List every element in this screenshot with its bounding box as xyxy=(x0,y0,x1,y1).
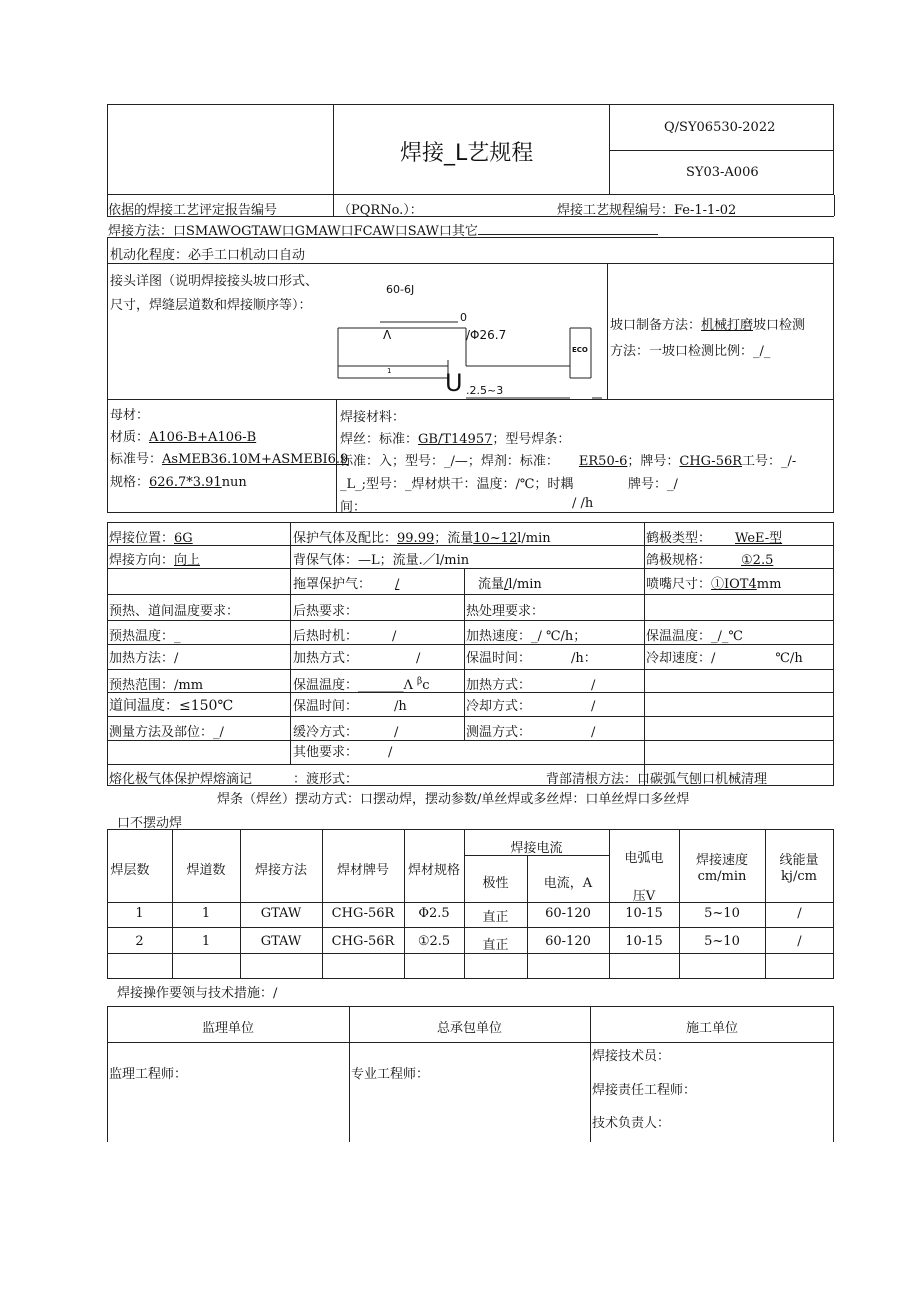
joint-label-1: 接头详图（说明焊接接头坡口形式、 xyxy=(110,274,319,289)
pqr-number: （PQRNo.）： xyxy=(338,203,423,218)
weld-brand: 牌号：_/ xyxy=(628,477,678,492)
th-pass: 焊道数 xyxy=(186,863,226,878)
preheat-range: 预热范围：/mm xyxy=(109,678,204,693)
welding-technician: 焊接技术员： xyxy=(592,1049,671,1064)
preheat-temp: 预热温度：_ xyxy=(109,629,181,644)
holding-temp: 保温温度：_/_℃ xyxy=(646,629,743,644)
slow-cooling: 缓冷方式： / xyxy=(293,725,399,740)
th-amp: 电流，A xyxy=(543,876,593,891)
postheat-timing: 后热时机： / xyxy=(293,629,397,644)
interpass-temp: 道间温度：≤150℃ xyxy=(109,698,234,714)
weld-drying: _L_;型号：_焊材烘干：温度：/℃；时耦 xyxy=(340,477,574,492)
holding-temp-2: 保温温度：_______Λ $^\beta$c xyxy=(293,676,430,693)
preheat-requirement: 预热、道间温度要求： xyxy=(109,604,240,619)
heating-method-1: 加热方法：/ xyxy=(109,651,179,666)
th-current: 焊接电流 xyxy=(510,841,563,856)
th-layer: 焊层数 xyxy=(110,863,150,878)
supervisor-engineer: 监理工程师： xyxy=(109,1067,188,1082)
shielding-gas: 保护气体及配比：99.99；流量10~12l/min xyxy=(293,531,551,546)
other-requirement: 其他要求： / xyxy=(293,745,393,760)
weld-material-label: 焊接材料： xyxy=(340,410,406,425)
postheat-requirement: 后热要求： xyxy=(293,604,359,619)
welding-method-line: 焊接方法：口SMAWOGTAW口GMAW口FCAW口SAW口其它 xyxy=(108,220,658,239)
tungsten-type: 鹤极类型： WeE-型 xyxy=(646,531,783,546)
groove-caret: Λ xyxy=(383,328,392,342)
technical-director: 技术负责人： xyxy=(592,1116,671,1131)
weld-time-value: / /h xyxy=(572,496,594,511)
th-heat-2: kj/cm xyxy=(781,869,817,884)
tungsten-spec: 鸽极规格： ①2.5 xyxy=(646,553,774,568)
gmaw-label: 熔化极气体保护焊熔滴记 xyxy=(109,772,253,787)
th-spec: 焊材规格 xyxy=(407,863,460,878)
general-contractor-unit: 总承包单位 xyxy=(436,1021,502,1036)
weld-flux-standard: 标准：入；型号：_/—；焊剂：标准： ER50-6；牌号：CHG-56R工号：_/- xyxy=(340,454,797,469)
base-material: 材质：A106-B+A106-B xyxy=(110,430,257,445)
base-standard: 标准号：AsMEB36.10M+ASMEBI6.9 xyxy=(110,452,349,467)
heat-treatment-requirement: 热处理要求： xyxy=(466,604,545,619)
welding-responsible-engineer: 焊接责任工程师： xyxy=(592,1083,697,1098)
groove-angle: 60-6J xyxy=(386,283,415,296)
groove-prep-method: 坡口制备方法：机械打磨坡口检测 xyxy=(610,318,806,333)
joint-label-2: 尺寸，焊缝层道数和焊接顺序等）： xyxy=(110,298,312,313)
cooling-method: 冷却方式： / xyxy=(466,699,596,714)
th-speed-1: 焊接速度 xyxy=(695,853,748,868)
operation-notes: 焊接操作要领与技术措施：/ xyxy=(117,986,278,1001)
weld-time-label: 间： xyxy=(340,500,367,515)
document-number: SY03-A006 xyxy=(686,165,759,180)
layer-mark: 1 xyxy=(387,367,392,375)
holding-time-2: 保温时间： /h xyxy=(293,699,407,714)
professional-engineer: 专业工程师： xyxy=(351,1067,430,1082)
heating-method-3: 加热方式： / xyxy=(466,678,596,693)
supervisor-unit: 监理单位 xyxy=(201,1021,254,1036)
transfer-mode: ：渡形式： xyxy=(293,772,359,787)
th-heat-1: 线能量 xyxy=(779,853,819,868)
base-spec: 规格：626.7*3.91nun xyxy=(110,475,247,490)
weld-wire-standard: 焊丝：标准：GB/T14957；型号焊条： xyxy=(340,432,571,447)
th-speed-2: cm/min xyxy=(697,869,747,884)
th-brand: 焊材牌号 xyxy=(336,863,389,878)
construction-unit: 施工单位 xyxy=(685,1021,738,1036)
back-gouging: 背部清根方法：口碳弧气刨口机械清理 xyxy=(546,772,768,787)
heating-method-2: 加热方式： / xyxy=(293,651,421,666)
th-volt-1: 电弧电 xyxy=(624,851,664,866)
nozzle-size: 喷嘴尺寸：①IOT4mm xyxy=(646,577,782,592)
heating-speed: 加热速度：_/ ℃/h； xyxy=(466,629,587,644)
eco-label: ECO xyxy=(572,346,588,354)
groove-inspection: 方法：一坡口检测比例：_/_ xyxy=(610,344,771,359)
temp-measure-method: 测温方式： / xyxy=(466,725,596,740)
u-groove-mark: U xyxy=(445,369,463,397)
pqr-label: 依据的焊接工艺评定报告编号 xyxy=(108,203,278,218)
swing-mode: 焊条（焊丝）摆动方式：口摆动焊，摆动参数/单丝焊或多丝焊：口单丝焊口多丝焊 xyxy=(217,792,690,807)
cooling-speed: 冷却速度：/ ℃/h xyxy=(646,651,803,666)
trailing-shield: 拖罩保护气： / xyxy=(293,577,400,592)
holding-time-1: 保温时间： /h： xyxy=(466,651,597,666)
th-method: 焊接方法 xyxy=(254,863,307,878)
trailing-flow: 流量/l/min xyxy=(478,577,542,592)
backing-gas: 背保气体：—L；流量.／l/min xyxy=(293,553,470,568)
weld-direction: 焊接方向：向上 xyxy=(109,553,201,568)
wps-number: 焊接工艺规程编号：Fe-1-1-02 xyxy=(557,203,737,218)
root-gap: .2.5~3 xyxy=(466,384,504,397)
mechanization-text: 机动化程度：必手工口机动口自动 xyxy=(110,248,306,263)
th-volt-2: 压V xyxy=(632,889,656,904)
th-polarity: 极性 xyxy=(482,876,509,891)
standard-number: Q/SY06530-2022 xyxy=(664,120,776,135)
weld-position: 焊接位置：6G xyxy=(109,531,193,546)
no-swing: 口不摆动焊 xyxy=(117,816,183,831)
base-metal-label: 母材： xyxy=(110,408,150,423)
root-face: 0 xyxy=(460,311,467,324)
measure-method: 测量方法及部位：_/ xyxy=(109,725,224,740)
pipe-diameter: /Φ26.7 xyxy=(466,328,507,342)
page-title: 焊接_L艺规程 xyxy=(400,141,534,166)
